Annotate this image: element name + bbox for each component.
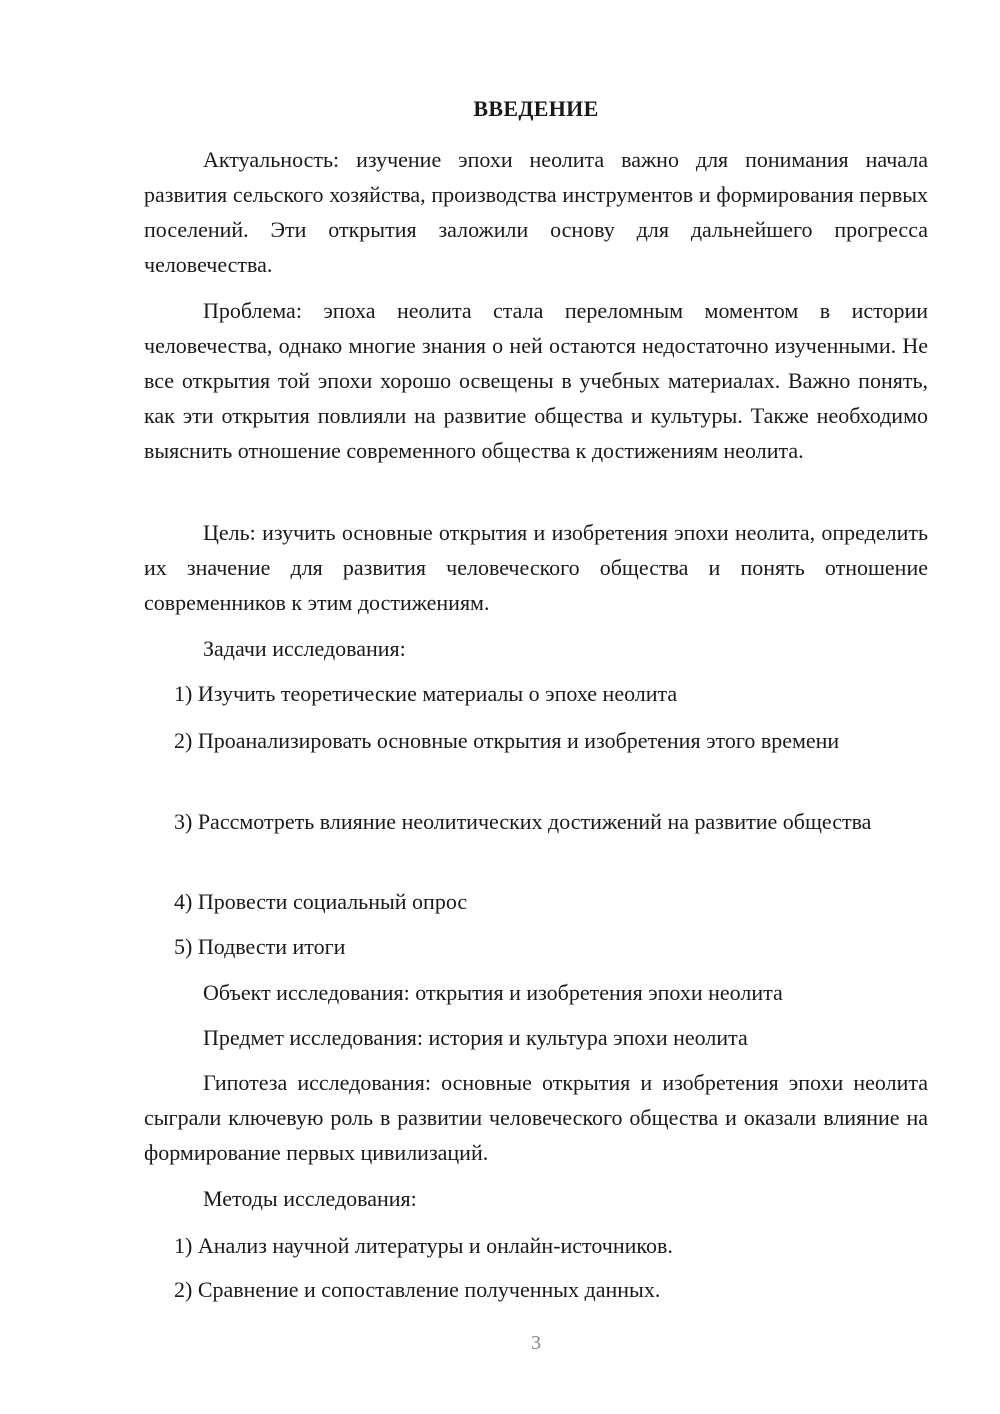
- task-item-4: 4) Провести социальный опрос: [174, 889, 468, 914]
- paragraph-hypothesis: Гипотеза исследования: основные открытия и изобретения эпохи неолита сыграли ключевую роль в развитии человеческого общества и оказали влияние на формирование первых цивилизаций.: [144, 1070, 928, 1165]
- task-item-2: 2) Проанализировать основные открытия и изобретения этого времени: [174, 728, 840, 753]
- page-title: ВВЕДЕНИЕ: [473, 96, 599, 121]
- tasks-heading: Задачи исследования:: [203, 636, 406, 661]
- task-item-3: 3) Рассмотреть влияние неолитических достижений на развитие общества: [174, 809, 872, 834]
- paragraph-subject: Предмет исследования: история и культура эпохи неолита: [203, 1025, 748, 1050]
- methods-heading: Методы исследования:: [203, 1186, 417, 1211]
- method-item-1: 1) Анализ научной литературы и онлайн-источников.: [174, 1233, 673, 1258]
- task-item-5: 5) Подвести итоги: [174, 934, 346, 959]
- paragraph-problem: Проблема: эпоха неолита стала переломным моментом в истории человечества, однако многие знания о ней остаются недостаточно изученными. Не все открытия той эпохи хорошо освещены в учебных материалах. Важно понять, как эти открытия повлияли на развитие общества и культуры. Также необходимо выяснить отношение современного общества к достижениям неолита.: [144, 298, 928, 463]
- page-number: 3: [531, 1332, 541, 1354]
- task-item-1: 1) Изучить теоретические материалы о эпохе неолита: [174, 681, 678, 706]
- paragraph-relevance: Актуальность: изучение эпохи неолита важно для понимания начала развития сельского хозяйства, производства инструментов и формирования первых поселений. Эти открытия заложили основу для дальнейшего прогресса человечества.: [144, 147, 928, 277]
- paragraph-object: Объект исследования: открытия и изобретения эпохи неолита: [203, 980, 783, 1005]
- method-item-2: 2) Сравнение и сопоставление полученных данных.: [174, 1277, 661, 1302]
- paragraph-goal: Цель: изучить основные открытия и изобретения эпохи неолита, определить их значение для развития человеческого общества и понять отношение современников к этим достижениям.: [144, 520, 928, 615]
